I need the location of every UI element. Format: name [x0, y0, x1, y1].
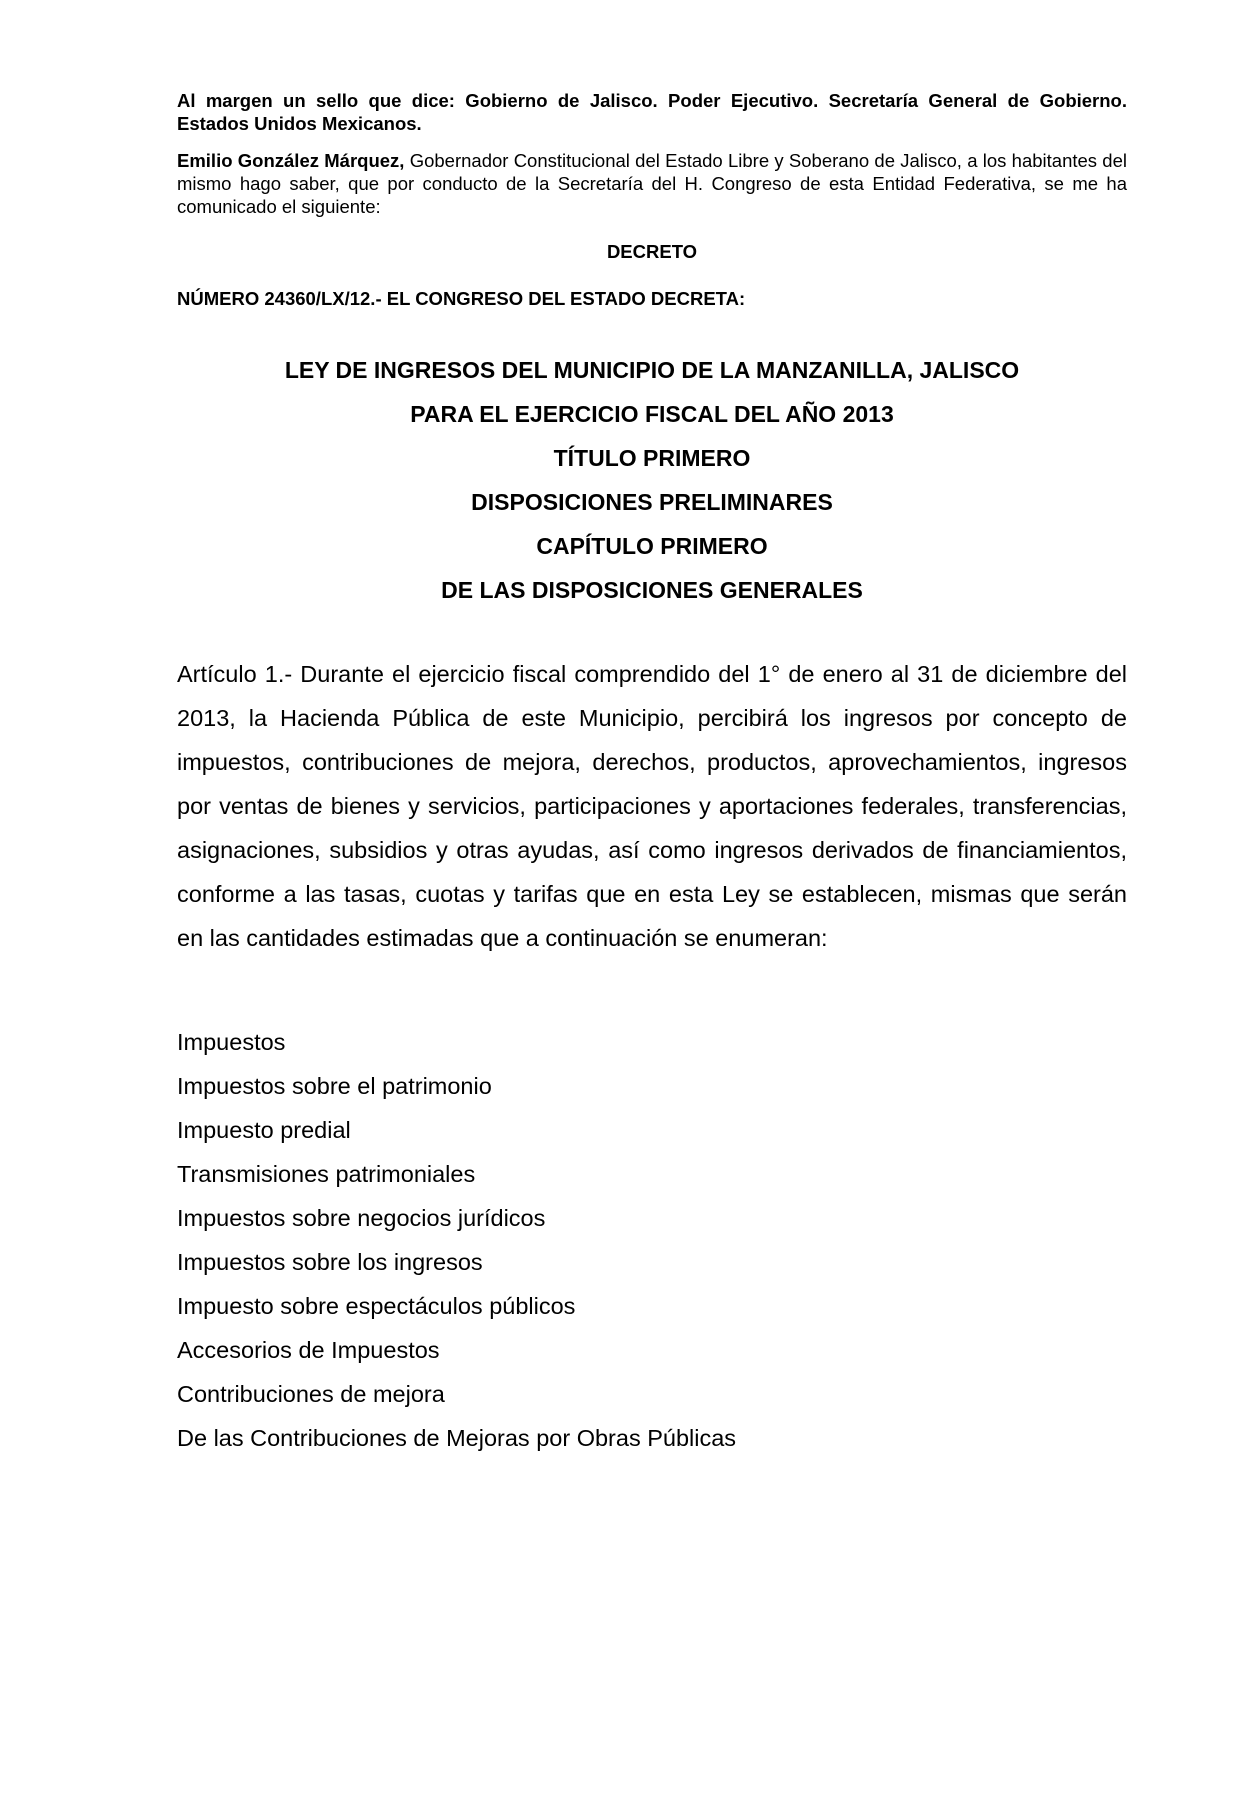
list-item: Accesorios de Impuestos	[177, 1337, 440, 1363]
decreto-number: NÚMERO 24360/LX/12.- EL CONGRESO DEL ESTADO DECRETA:	[177, 288, 746, 309]
income-concepts-list	[177, 1020, 1127, 1460]
governor-name: Emilio González Márquez,	[177, 150, 405, 171]
titulo-heading: TÍTULO PRIMERO	[553, 445, 751, 471]
law-subtitle-fiscal-year: PARA EL EJERCICIO FISCAL DEL AÑO 2013	[410, 401, 894, 427]
list-item: Transmisiones patrimoniales	[177, 1161, 476, 1187]
list-item: Impuestos sobre los ingresos	[177, 1249, 483, 1275]
capitulo-name: DE LAS DISPOSICIONES GENERALES	[441, 577, 863, 603]
list-item: Impuestos	[177, 1029, 286, 1055]
list-item: Impuesto predial	[177, 1117, 351, 1143]
capitulo-heading: CAPÍTULO PRIMERO	[536, 533, 768, 559]
document-content	[177, 89, 1127, 1460]
titulo-name: DISPOSICIONES PRELIMINARES	[471, 489, 833, 515]
margin-note: Al margen un sello que dice: Gobierno de Jalisco. Poder Ejecutivo. Secretaría General de Gobierno. Estados Unidos Mexicanos.	[177, 90, 1127, 134]
article-1: Artículo 1.- Durante el ejercicio fiscal comprendido del 1° de enero al 31 de diciembre del 2013, la Hacienda Pública de este Municipio, percibirá los ingresos por concepto de impuestos, contribuciones de mejora, derechos, productos, aprovechamientos, ingresos por ventas de bienes y servicios, participaciones y aportaciones federales, transferencias, asignaciones, subsidios y otras ayudas, así como ingresos derivados de financiamientos, conforme a las tasas, cuotas y tarifas que en esta Ley se establecen, mismas que serán en las cantidades estimadas que a continuación se enumeran:	[177, 661, 1127, 951]
list-item: Impuestos sobre negocios jurídicos	[177, 1205, 546, 1231]
intro-text: Gobernador Constitucional del Estado Libre y Soberano de Jalisco, a los habitantes del mismo hago saber, que por conducto de la Secretaría del H. Congreso de esta Entidad Federativa, se me ha comunicado el siguiente:	[177, 150, 1127, 217]
intro-paragraph	[177, 149, 1127, 218]
list-item: Impuesto sobre espectáculos públicos	[177, 1293, 576, 1319]
list-item: De las Contribuciones de Mejoras por Obras Públicas	[177, 1425, 737, 1451]
law-titles	[177, 348, 1127, 612]
list-item: Impuestos sobre el patrimonio	[177, 1073, 492, 1099]
law-title: LEY DE INGRESOS DEL MUNICIPIO DE LA MANZANILLA, JALISCO	[284, 357, 1020, 383]
list-item: Contribuciones de mejora	[177, 1381, 445, 1407]
decreto-label: DECRETO	[606, 241, 698, 262]
